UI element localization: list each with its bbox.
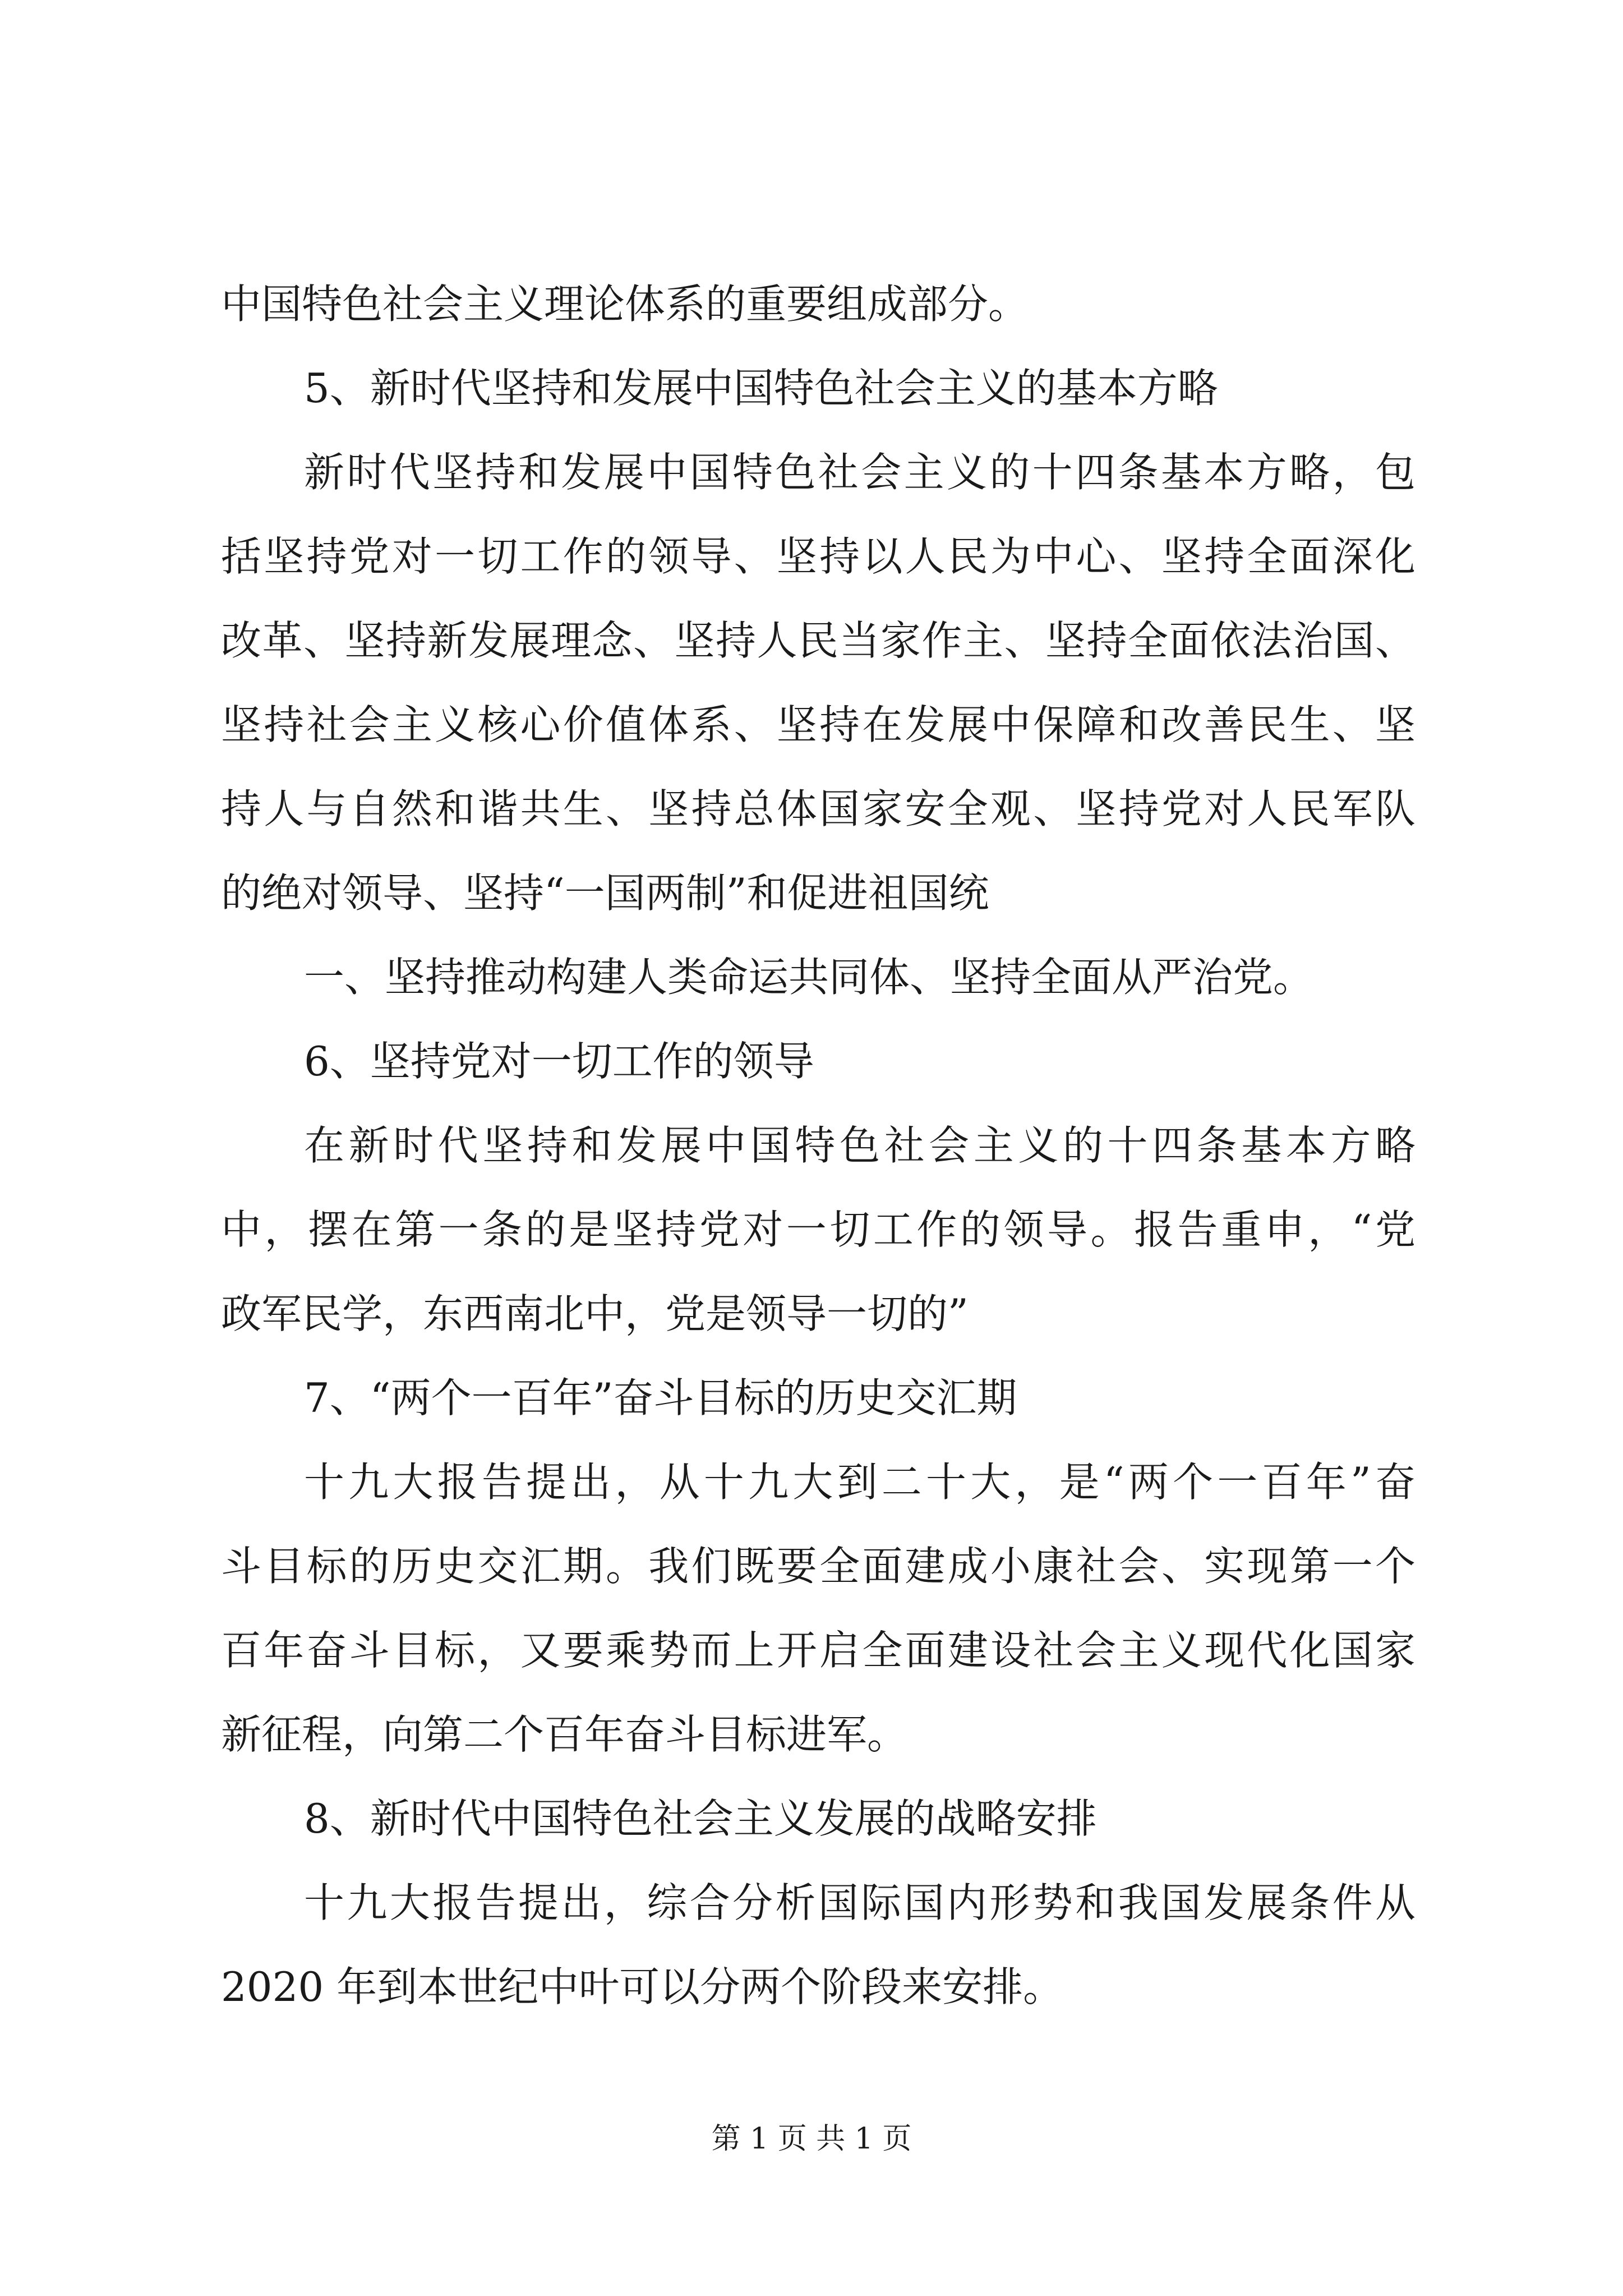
text-line: 持人与自然和谐共生、坚持总体国家安全观、坚持党对人民军队 (221, 785, 1415, 832)
text-line: 一、坚持推动构建人类命运共同体、坚持全面从严治党。 (304, 954, 1314, 1001)
page-footer: 第 1 页 共 1 页 (711, 2122, 912, 2156)
text-line: 新征程，向第二个百年奋斗目标进军。 (221, 1711, 908, 1758)
text-line: 政军民学，东西南北中，党是领导一切的” (221, 1290, 969, 1337)
text-line: 的绝对领导、坚持“一国两制”和促进祖国统 (221, 869, 989, 917)
document-body (221, 262, 1415, 2029)
text-line: 改革、坚持新发展理念、坚持人民当家作主、坚持全面依法治国、 (221, 617, 1415, 664)
text-line: 新时代坚持和发展中国特色社会主义的十四条基本方略，包 (304, 449, 1415, 496)
text-line: 坚持社会主义核心价值体系、坚持在发展中保障和改善民生、坚 (221, 701, 1415, 748)
text-line: 8、新时代中国特色社会主义发展的战略安排 (304, 1795, 1097, 1842)
text-line: 中，摆在第一条的是坚持党对一切工作的领导。报告重申，“党 (221, 1206, 1415, 1253)
text-line: 5、新时代坚持和发展中国特色社会主义的基本方略 (304, 365, 1218, 412)
text-line: 7、“两个一百年”奋斗目标的历史交汇期 (304, 1374, 1017, 1421)
text-line: 中国特色社会主义理论体系的重要组成部分。 (221, 280, 1029, 328)
text-line: 十九大报告提出，综合分析国际国内形势和我国发展条件从 (304, 1879, 1415, 1926)
text-line: 百年奋斗目标，又要乘势而上开启全面建设社会主义现代化国家 (221, 1627, 1415, 1674)
text-line: 在新时代坚持和发展中国特色社会主义的十四条基本方略 (304, 1122, 1415, 1169)
text-line: 括坚持党对一切工作的领导、坚持以人民为中心、坚持全面深化 (221, 533, 1415, 580)
text-line: 6、坚持党对一切工作的领导 (304, 1038, 814, 1085)
text-line: 斗目标的历史交汇期。我们既要全面建成小康社会、实现第一个 (221, 1543, 1415, 1590)
text-line: 十九大报告提出，从十九大到二十大，是“两个一百年”奋 (304, 1458, 1415, 1506)
text-line: 2020 年到本世纪中叶可以分两个阶段来安排。 (221, 1963, 1064, 2010)
